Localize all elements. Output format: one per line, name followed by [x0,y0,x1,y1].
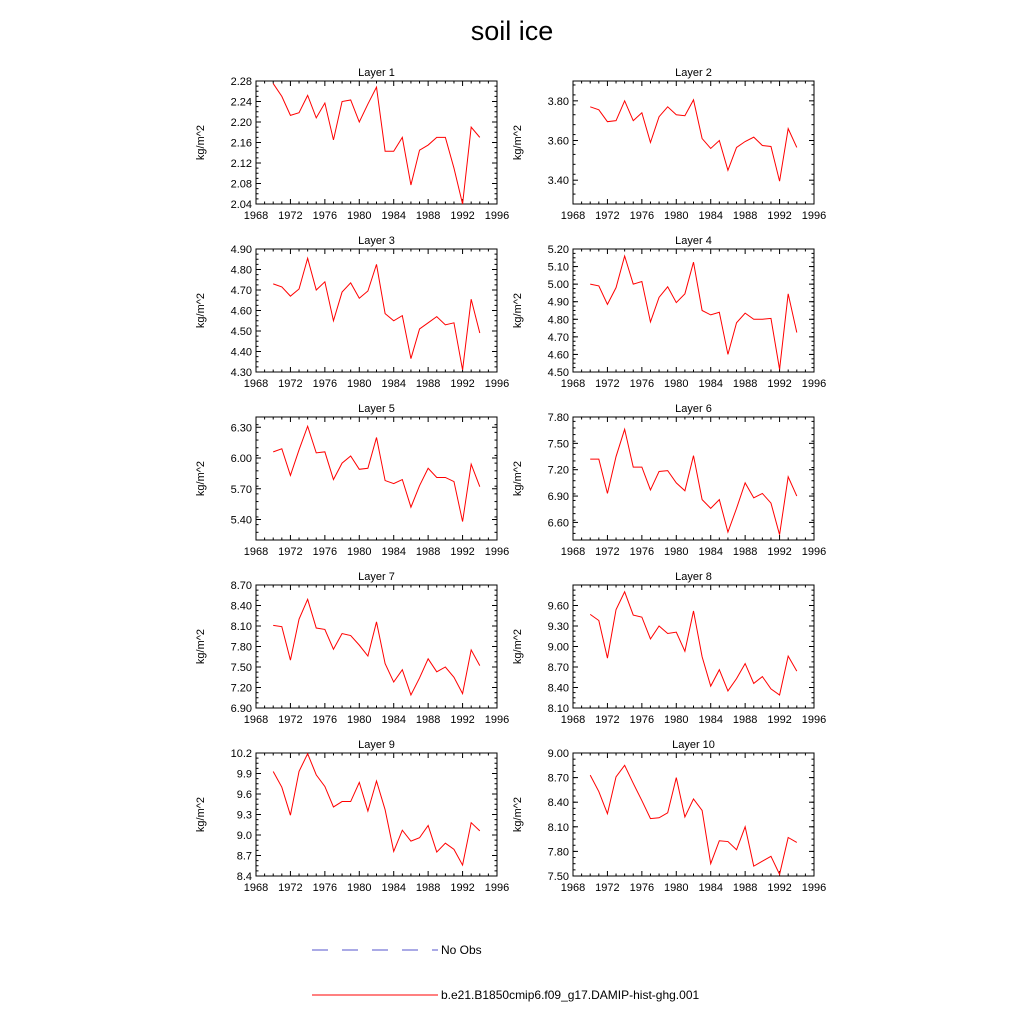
x-tick-label: 1996 [484,210,510,222]
y-axis-label: kg/m^2 [195,796,207,833]
y-tick-label: 9.60 [547,600,569,613]
y-tick-label: 8.40 [547,682,569,695]
x-tick-label: 1968 [243,210,269,222]
x-tick-label: 1968 [243,546,269,558]
chart-layer-1 [195,67,509,222]
plot-frame [573,753,814,876]
y-tick-label: 4.50 [230,326,252,338]
chart-layer-5 [195,403,509,558]
y-tick-label: 4.70 [547,331,569,344]
x-tick-label: 1968 [243,378,269,390]
x-tick-label: 1996 [801,714,827,726]
x-tick-label: 1996 [484,714,510,726]
y-tick-label: 6.00 [230,453,252,465]
x-tick-label: 1988 [415,882,441,894]
y-tick-label: 9.00 [547,641,569,654]
series-line [273,426,480,521]
y-tick-label: 5.70 [230,483,252,496]
chart-title: Layer 5 [358,403,395,415]
x-tick-label: 1980 [347,378,372,390]
chart-layer-3 [195,235,509,390]
y-tick-label: 8.40 [547,797,569,810]
plot-frame [573,249,814,372]
x-tick-label: 1988 [415,714,441,726]
y-tick-label: 2.12 [230,158,252,170]
y-tick-label: 6.90 [230,703,252,715]
x-tick-label: 1980 [664,378,689,390]
y-tick-label: 10.2 [230,748,252,760]
y-tick-label: 2.28 [230,76,252,88]
chart-layer-4 [512,235,826,390]
x-tick-label: 1984 [381,378,406,390]
x-tick-label: 1992 [767,882,792,894]
x-tick-label: 1992 [450,378,475,390]
x-tick-label: 1976 [629,882,655,894]
chart-layer-7 [195,571,509,726]
y-tick-label: 3.40 [547,175,569,188]
x-tick-label: 1968 [243,882,269,894]
y-tick-label: 8.40 [230,600,252,613]
y-tick-label: 7.20 [547,464,569,477]
chart-layer-6 [512,403,826,558]
x-tick-label: 1988 [732,210,758,222]
series-line [273,599,480,695]
y-tick-label: 2.24 [230,96,252,109]
y-axis-label: kg/m^2 [512,124,524,161]
chart-layer-8 [512,571,826,726]
y-tick-label: 7.80 [547,846,569,859]
y-tick-label: 9.0 [236,830,252,842]
y-tick-label: 5.10 [547,261,569,274]
x-tick-label: 1984 [381,210,406,222]
x-tick-label: 1976 [629,714,655,726]
x-tick-label: 1992 [767,378,792,390]
y-tick-label: 7.80 [547,412,569,424]
chart-title: Layer 4 [675,235,712,247]
y-tick-label: 4.60 [230,305,252,318]
y-tick-label: 9.30 [547,621,569,633]
chart-layer-2 [512,67,826,222]
y-tick-label: 8.10 [547,703,569,715]
x-tick-label: 1972 [278,546,303,558]
y-tick-label: 4.50 [547,367,569,379]
x-tick-label: 1972 [278,210,303,222]
x-tick-label: 1996 [801,210,827,222]
x-tick-label: 1996 [484,546,510,558]
y-tick-label: 6.30 [230,422,252,435]
series-line [590,765,797,874]
x-tick-label: 1980 [347,882,372,894]
x-tick-label: 1984 [381,714,406,726]
y-tick-label: 8.10 [230,621,252,633]
x-tick-label: 1976 [312,378,338,390]
x-tick-label: 1996 [484,882,510,894]
series-line [273,84,480,204]
x-tick-label: 1980 [347,714,372,726]
chart-layer-9 [195,739,509,894]
y-axis-label: kg/m^2 [512,460,524,497]
x-tick-label: 1992 [450,882,475,894]
x-tick-label: 1976 [312,210,338,222]
y-tick-label: 4.90 [230,244,252,256]
series-line [590,256,797,369]
y-tick-label: 2.16 [230,137,252,150]
x-tick-label: 1980 [347,210,372,222]
y-axis-label: kg/m^2 [512,796,524,833]
x-tick-label: 1992 [450,546,475,558]
y-tick-label: 7.50 [547,438,569,451]
x-tick-label: 1972 [595,882,620,894]
y-tick-label: 5.00 [547,279,569,292]
series-line [590,592,797,695]
x-tick-label: 1988 [732,378,758,390]
x-tick-label: 1980 [347,546,372,558]
x-tick-label: 1980 [664,714,689,726]
y-tick-label: 4.80 [230,264,252,277]
chart-title: Layer 2 [675,67,712,79]
series-line [590,100,797,181]
x-tick-label: 1988 [415,546,441,558]
x-tick-label: 1980 [664,882,689,894]
y-tick-label: 8.70 [547,662,569,674]
x-tick-label: 1968 [560,714,586,726]
x-tick-label: 1984 [698,714,723,726]
x-tick-label: 1992 [767,546,792,558]
x-tick-label: 1984 [698,546,723,558]
x-tick-label: 1968 [560,882,586,894]
y-axis-label: kg/m^2 [195,292,207,329]
x-tick-label: 1976 [629,210,655,222]
x-tick-label: 1992 [767,210,792,222]
x-tick-label: 1984 [698,378,723,390]
plot-frame [256,753,497,876]
y-tick-label: 7.50 [230,662,252,674]
x-tick-label: 1980 [664,546,689,558]
chart-title: Layer 7 [358,571,395,583]
x-tick-label: 1992 [450,210,475,222]
y-tick-label: 8.70 [547,772,569,785]
x-tick-label: 1996 [801,378,827,390]
x-tick-label: 1988 [415,210,441,222]
y-tick-label: 9.9 [236,768,252,781]
y-tick-label: 4.30 [230,367,252,379]
legend-model-label: b.e21.B1850cmip6.f09_g17.DAMIP-hist-ghg.001 [441,988,700,1002]
y-axis-label: kg/m^2 [195,124,207,161]
x-tick-label: 1976 [312,882,338,894]
plot-frame [256,417,497,540]
x-tick-label: 1988 [732,714,758,726]
x-tick-label: 1996 [801,546,827,558]
x-tick-label: 1972 [595,210,620,222]
y-tick-label: 2.04 [230,199,252,211]
y-axis-label: kg/m^2 [195,460,207,497]
series-line [590,429,797,534]
chart-title: Layer 1 [358,67,395,79]
x-tick-label: 1980 [664,210,689,222]
y-tick-label: 8.70 [230,580,252,592]
x-tick-label: 1988 [732,882,758,894]
x-tick-label: 1968 [560,546,586,558]
chart-title: Layer 9 [358,739,395,751]
plot-frame [256,249,497,372]
chart-title: Layer 8 [675,571,712,583]
x-tick-label: 1968 [560,378,586,390]
x-tick-label: 1972 [595,546,620,558]
x-tick-label: 1988 [415,378,441,390]
y-tick-label: 9.3 [236,809,252,822]
series-line [273,754,480,865]
plot-frame [573,417,814,540]
chart-layer-10 [512,739,826,894]
y-tick-label: 6.90 [547,491,569,504]
x-tick-label: 1992 [450,714,475,726]
y-tick-label: 4.70 [230,285,252,297]
y-tick-label: 8.7 [236,850,252,863]
x-tick-label: 1996 [801,882,827,894]
x-tick-label: 1972 [278,714,303,726]
y-tick-label: 3.80 [547,95,569,108]
x-tick-label: 1976 [312,546,338,558]
y-tick-label: 2.20 [230,117,252,129]
y-axis-label: kg/m^2 [195,628,207,665]
x-tick-label: 1984 [381,546,406,558]
x-tick-label: 1988 [732,546,758,558]
y-tick-label: 2.08 [230,178,252,191]
x-tick-label: 1992 [767,714,792,726]
y-tick-label: 4.60 [547,349,569,362]
y-tick-label: 5.20 [547,244,569,256]
chart-title: Layer 3 [358,235,395,247]
figure-title: soil ice [470,16,554,46]
y-axis-label: kg/m^2 [512,292,524,329]
legend-no-obs-label: No Obs [441,943,482,957]
y-tick-label: 7.50 [547,871,569,883]
y-tick-label: 6.60 [547,517,569,530]
x-tick-label: 1972 [595,714,620,726]
x-tick-label: 1984 [698,882,723,894]
chart-title: Layer 6 [675,403,712,415]
plot-frame [256,81,497,204]
x-tick-label: 1972 [278,882,303,894]
x-tick-label: 1976 [629,378,655,390]
y-tick-label: 8.10 [547,821,569,834]
y-tick-label: 3.60 [547,135,569,148]
x-tick-label: 1976 [629,546,655,558]
chart-title: Layer 10 [672,739,715,751]
y-tick-label: 7.80 [230,641,252,654]
y-tick-label: 4.80 [547,314,569,327]
series-line [273,258,480,370]
y-tick-label: 5.40 [230,514,252,527]
x-tick-label: 1968 [560,210,586,222]
x-tick-label: 1984 [381,882,406,894]
y-tick-label: 4.90 [547,296,569,309]
x-tick-label: 1972 [278,378,303,390]
y-tick-label: 9.6 [236,789,252,801]
x-tick-label: 1996 [484,378,510,390]
y-tick-label: 8.4 [236,871,252,883]
x-tick-label: 1976 [312,714,338,726]
y-tick-label: 4.40 [230,346,252,359]
x-tick-label: 1968 [243,714,269,726]
y-axis-label: kg/m^2 [512,628,524,665]
y-tick-label: 9.00 [547,748,569,760]
x-tick-label: 1984 [698,210,723,222]
x-tick-label: 1972 [595,378,620,390]
y-tick-label: 7.20 [230,682,252,695]
